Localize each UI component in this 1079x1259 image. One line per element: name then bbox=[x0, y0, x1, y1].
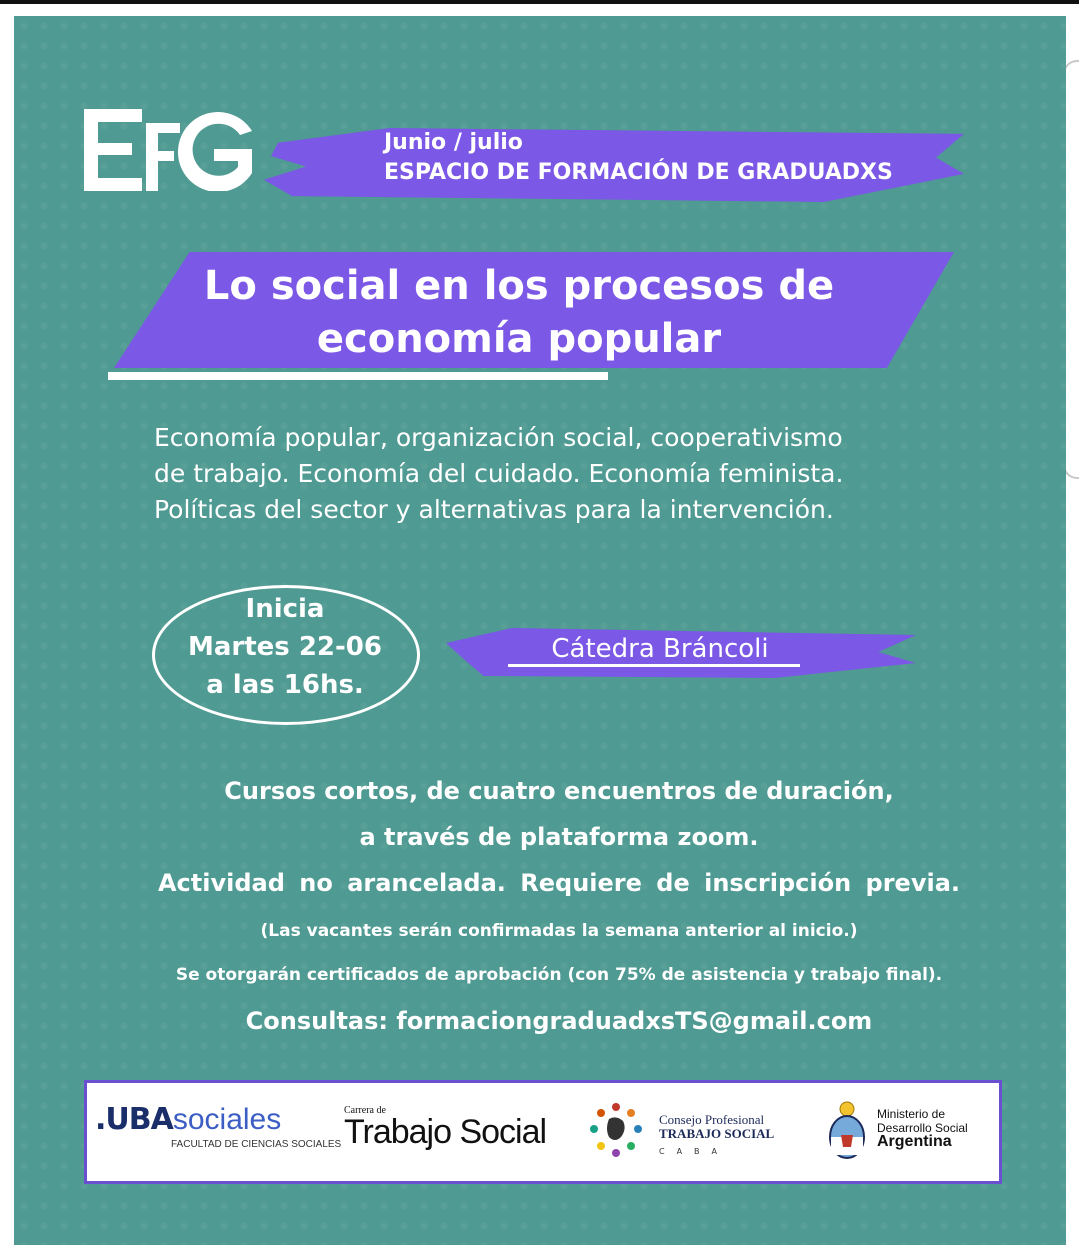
consejo-logo-text bbox=[659, 1113, 774, 1141]
info-duration: Cursos cortos, de cuatro encuentros de duración, bbox=[224, 777, 894, 805]
efg-logo bbox=[84, 109, 254, 191]
info-certificates: Se otorgarán certificados de aprobación (con 75% de asistencia y trabajo final). bbox=[175, 965, 943, 985]
carrera-label: Carrera de bbox=[344, 1105, 386, 1116]
start-time: a las 16hs. bbox=[206, 670, 364, 700]
national-shield-icon bbox=[827, 1099, 867, 1161]
header-period: Junio / julio bbox=[384, 130, 523, 155]
ministerio-line-2: Desarrollo Social bbox=[877, 1121, 968, 1135]
start-info bbox=[152, 590, 418, 704]
ministerio-logo-text bbox=[877, 1107, 968, 1149]
description-line: de trabajo. Economía del cuidado. Economía feminista. bbox=[154, 459, 844, 488]
ministerio-line-3: Argentina bbox=[877, 1133, 952, 1150]
header-program: ESPACIO DE FORMACIÓN DE GRADUADXS bbox=[384, 160, 893, 185]
uba-subtitle: FACULTAD DE CIENCIAS SOCIALES bbox=[171, 1139, 342, 1150]
uba-sociales-logo bbox=[95, 1103, 281, 1137]
title-underline bbox=[108, 372, 608, 380]
page-title bbox=[144, 260, 894, 366]
description-line: Políticas del sector y alternativas para la intervención. bbox=[154, 495, 834, 524]
course-description bbox=[154, 420, 974, 528]
consejo-city: CABA bbox=[659, 1147, 730, 1156]
start-date: Martes 22-06 bbox=[188, 632, 382, 662]
chair-name: Cátedra Bráncoli bbox=[551, 634, 769, 664]
consejo-line-2: TRABAJO SOCIAL bbox=[659, 1126, 775, 1141]
info-platform: a través de plataforma zoom. bbox=[359, 823, 759, 851]
top-border bbox=[0, 0, 1079, 4]
uba-name: sociales bbox=[172, 1103, 282, 1136]
header-text bbox=[384, 128, 893, 188]
contact-email[interactable]: Consultas: formaciongraduadxsTS@gmail.com bbox=[245, 1007, 873, 1035]
sponsors-footer bbox=[84, 1080, 1002, 1184]
consejo-line-1: Consejo Profesional bbox=[659, 1112, 765, 1127]
start-label: Inicia bbox=[245, 594, 325, 624]
poster bbox=[14, 16, 1066, 1245]
people-circle-icon bbox=[587, 1099, 645, 1161]
chair-underline bbox=[508, 664, 800, 667]
ministerio-line-1: Ministerio de bbox=[877, 1107, 946, 1121]
title-line-2: economía popular bbox=[316, 316, 722, 362]
info-registration: Actividad no arancelada. Requiere de inscripción previa. bbox=[157, 869, 961, 897]
trabajo-social-logo: Trabajo Social bbox=[344, 1113, 547, 1151]
info-vacancies: (Las vacantes serán confirmadas la semana anterior al inicio.) bbox=[260, 921, 858, 941]
description-line: Economía popular, organización social, cooperativismo bbox=[154, 423, 843, 452]
uba-prefix: .UBA bbox=[95, 1102, 173, 1137]
title-line-1: Lo social en los procesos de bbox=[203, 263, 835, 309]
